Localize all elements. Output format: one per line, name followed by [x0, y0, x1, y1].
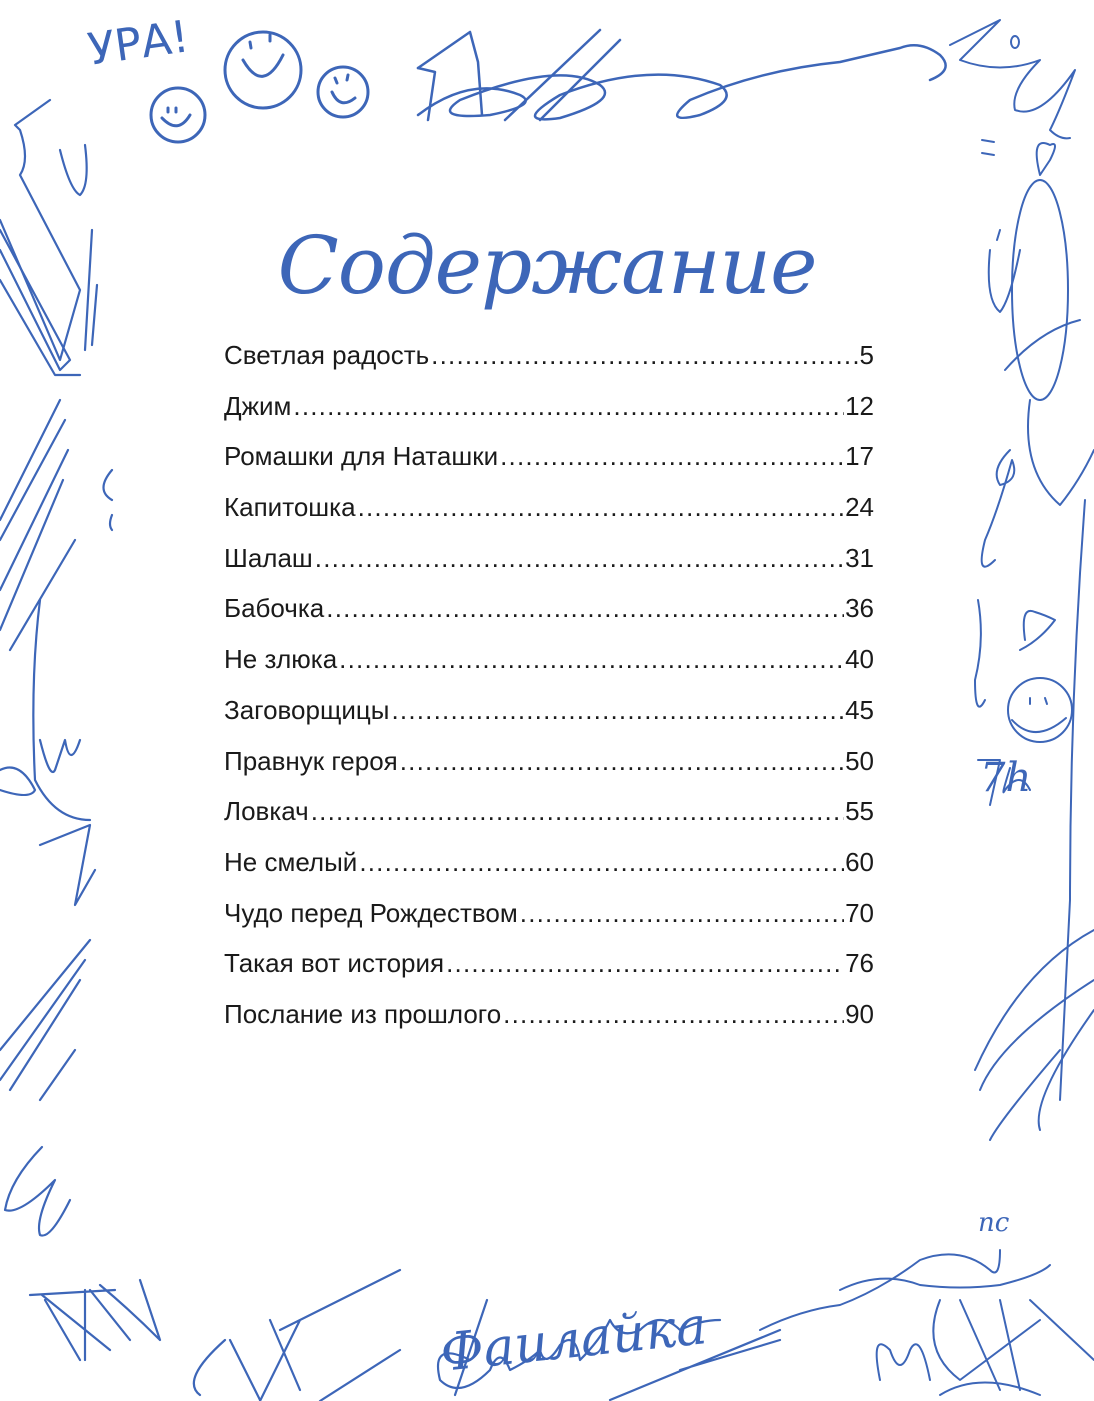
toc-entry-page: 36 [845, 593, 874, 624]
smiley-icon [151, 88, 205, 142]
toc-entry-page: 5 [859, 340, 874, 370]
toc-entry[interactable] [224, 644, 874, 695]
toc-entry-title: Капитошка [224, 492, 356, 523]
toc-entry-title: Не злюка [224, 644, 338, 675]
dot-leader [315, 543, 844, 574]
toc-entry-title: Не смелый [224, 846, 358, 877]
table-of-contents [224, 340, 874, 1050]
toc-entry[interactable] [224, 796, 874, 847]
toc-entry[interactable] [224, 948, 874, 999]
toc-entry[interactable] [224, 391, 874, 442]
toc-entry[interactable] [224, 593, 874, 644]
toc-entry-title: Джим [224, 390, 292, 421]
dot-leader [359, 847, 844, 878]
dot-leader [400, 746, 844, 777]
toc-entry-title: Шалаш [224, 542, 313, 573]
dot-leader [446, 948, 844, 979]
toc-entry-title: Послание из прошлого [224, 998, 502, 1029]
toc-entry[interactable] [224, 695, 874, 746]
toc-entry-title: Бабочка [224, 593, 325, 624]
toc-entry-page: 31 [845, 542, 874, 573]
dot-leader [520, 898, 844, 929]
dot-leader [326, 593, 844, 624]
toc-entry-page: 17 [845, 441, 874, 472]
dot-leader [293, 391, 844, 422]
doodle-nc: nc [978, 1208, 1010, 1238]
toc-entry-title: Ромашки для Наташки [224, 441, 499, 472]
toc-entry-page: 55 [845, 796, 874, 827]
doodle-7h: 7h [980, 755, 1032, 801]
dot-leader [358, 492, 845, 523]
toc-entry-page: 40 [845, 644, 874, 675]
toc-entry-title: Правнук героя [224, 745, 398, 776]
dot-leader [391, 695, 844, 726]
dot-leader [503, 999, 844, 1030]
toc-entry-page: 50 [845, 745, 874, 776]
toc-entry-title: Чудо перед Рождеством [224, 897, 518, 928]
toc-entry-title: Такая вот история [224, 948, 445, 979]
dot-leader [311, 796, 844, 827]
dot-leader [339, 644, 844, 675]
toc-entry-page: 76 [845, 948, 874, 979]
smiley-icon [225, 32, 301, 108]
toc-entry-page: 12 [845, 390, 874, 421]
page-title: Содержание [277, 218, 817, 312]
smiley-icon [1008, 678, 1072, 742]
toc-entry[interactable] [224, 441, 874, 492]
dot-leader [431, 340, 858, 371]
toc-entry[interactable] [224, 746, 874, 797]
toc-entry-page: 90 [845, 998, 874, 1029]
toc-entry[interactable] [224, 847, 874, 898]
toc-entry-page: 60 [845, 846, 874, 877]
toc-entry[interactable] [224, 999, 874, 1050]
toc-entry-title: Светлая радость [224, 340, 430, 370]
smiley-icon [318, 67, 368, 117]
doodle-signature: Фаилайка [437, 1296, 710, 1384]
toc-entry-page: 24 [845, 492, 874, 523]
toc-entry[interactable] [224, 340, 874, 391]
toc-entry[interactable] [224, 898, 874, 949]
toc-entry-title: Ловкач [224, 796, 309, 827]
doodle-ura: УРА! [84, 11, 193, 76]
dot-leader [500, 441, 844, 472]
toc-entry[interactable] [224, 543, 874, 594]
toc-entry-page: 70 [845, 897, 874, 928]
toc-entry-page: 45 [845, 694, 874, 725]
toc-entry[interactable] [224, 492, 874, 543]
toc-entry-title: Заговорщицы [224, 694, 390, 725]
